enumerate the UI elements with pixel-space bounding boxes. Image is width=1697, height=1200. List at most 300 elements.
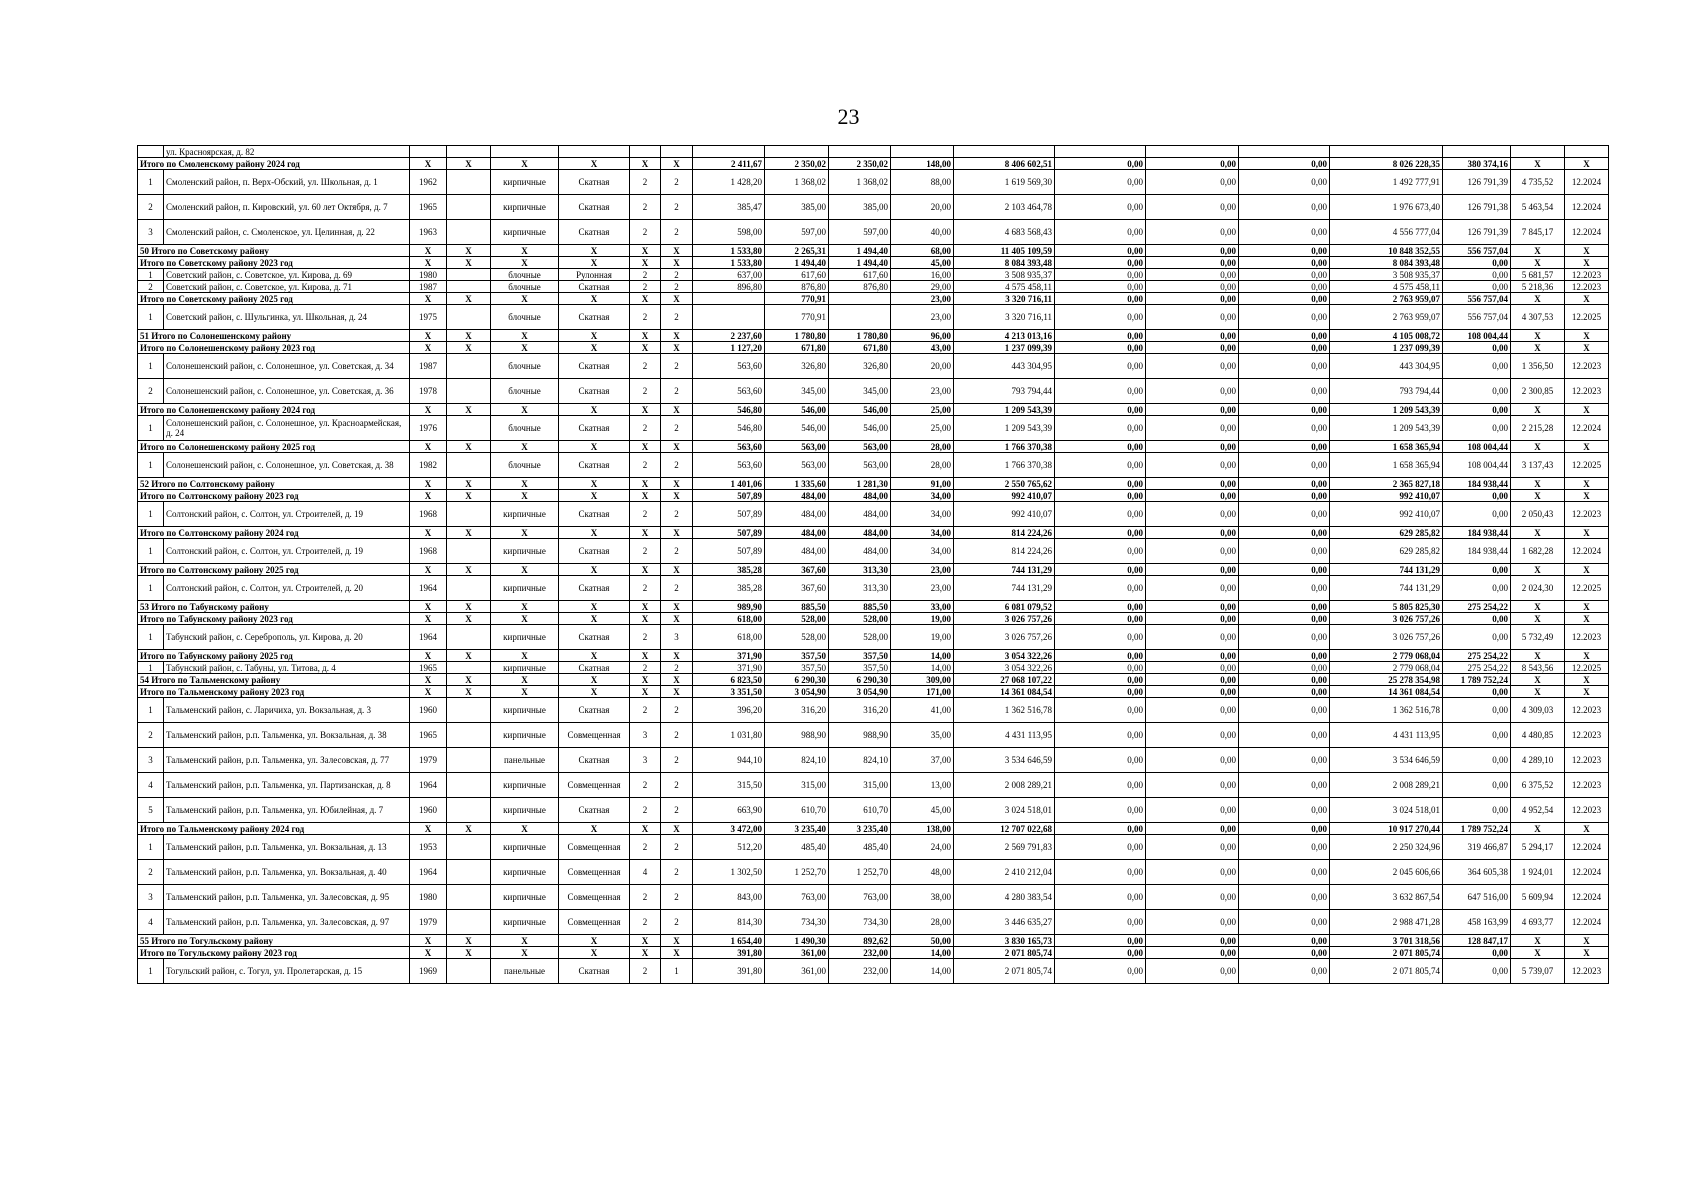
table-cell: 617,60 <box>765 269 829 281</box>
table-cell: 0,00 <box>1146 947 1239 959</box>
table-cell: 2 <box>661 910 693 935</box>
table-cell: 0,00 <box>1239 269 1330 281</box>
table-cell: X <box>410 158 447 170</box>
table-cell: 546,80 <box>693 404 765 416</box>
table-cell: X <box>410 935 447 947</box>
table-cell: 988,90 <box>829 723 891 748</box>
table-cell: 0,00 <box>1146 354 1239 379</box>
table-cell: 6 823,50 <box>693 674 765 686</box>
table-row <box>138 269 1609 281</box>
table-cell <box>829 305 891 330</box>
table-cell: 0,00 <box>1146 404 1239 416</box>
table-cell: 7 845,17 <box>1511 220 1565 245</box>
table-row <box>138 146 1609 158</box>
table-cell: 0,00 <box>1239 441 1330 453</box>
table-cell: Совмещенная <box>559 723 630 748</box>
table-cell: 0,00 <box>1239 698 1330 723</box>
table-cell: 0,00 <box>1055 650 1146 662</box>
row-number-cell <box>138 146 164 158</box>
table-cell: 0,00 <box>1146 698 1239 723</box>
table-cell: X <box>630 564 661 576</box>
table-cell: X <box>1511 342 1565 354</box>
table-cell: Скатная <box>559 959 630 984</box>
table-cell: 763,00 <box>765 885 829 910</box>
table-cell: 275 254,22 <box>1443 650 1511 662</box>
table-cell: 0,00 <box>1055 613 1146 625</box>
table-cell: X <box>410 490 447 502</box>
total-row <box>138 342 1609 354</box>
row-number-cell: 5 <box>138 798 164 823</box>
table-cell: 1 490,30 <box>765 935 829 947</box>
table-cell <box>447 773 491 798</box>
row-number-cell: 1 <box>138 416 164 441</box>
table-cell: 8 084 393,48 <box>954 257 1055 269</box>
row-number-cell: 1 <box>138 576 164 601</box>
table-cell: 0,00 <box>1239 404 1330 416</box>
table-cell: 507,89 <box>693 502 765 527</box>
table-cell: 1 780,80 <box>829 330 891 342</box>
table-cell: X <box>661 823 693 835</box>
table-cell: 2 <box>630 502 661 527</box>
total-row <box>138 650 1609 662</box>
table-cell: 138,00 <box>891 823 954 835</box>
table-cell: X <box>559 947 630 959</box>
table-cell: 12.2023 <box>1565 959 1609 984</box>
table-cell: X <box>1511 527 1565 539</box>
table-cell: 0,00 <box>1146 798 1239 823</box>
table-cell: 2 <box>630 195 661 220</box>
table-cell: блочные <box>491 416 559 441</box>
table-cell: 28,00 <box>891 453 954 478</box>
table-cell: 0,00 <box>1146 601 1239 613</box>
row-number-cell: 2 <box>138 281 164 293</box>
table-cell: 1 654,40 <box>693 935 765 947</box>
table-cell: Скатная <box>559 220 630 245</box>
table-cell: 3 054 322,26 <box>954 662 1055 674</box>
table-cell: 171,00 <box>891 686 954 698</box>
table-cell: 992 410,07 <box>1330 502 1443 527</box>
table-cell: 34,00 <box>891 527 954 539</box>
table-cell: 0,00 <box>1239 723 1330 748</box>
table-row <box>138 502 1609 527</box>
table-cell: 2 <box>661 723 693 748</box>
table-cell: 0,00 <box>1239 158 1330 170</box>
table-cell: 45,00 <box>891 257 954 269</box>
table-cell: 2 <box>630 625 661 650</box>
table-cell: 1 368,02 <box>765 170 829 195</box>
table-cell: 0,00 <box>1239 195 1330 220</box>
table-cell: 507,89 <box>693 539 765 564</box>
table-cell: 4 289,10 <box>1511 748 1565 773</box>
table-cell: 184 938,44 <box>1443 478 1511 490</box>
table-cell: 2 365 827,18 <box>1330 478 1443 490</box>
address-cell: Солтонский район, с. Солтон, ул. Строителей, д. 20 <box>164 576 410 601</box>
table-cell: 45,00 <box>891 798 954 823</box>
table-cell: X <box>661 158 693 170</box>
table-cell: 23,00 <box>891 305 954 330</box>
table-cell: X <box>491 257 559 269</box>
table-cell: 3 <box>630 748 661 773</box>
table-cell: 367,60 <box>765 576 829 601</box>
table-cell: 0,00 <box>1239 342 1330 354</box>
table-cell: кирпичные <box>491 220 559 245</box>
row-number-cell: 2 <box>138 860 164 885</box>
table-cell: кирпичные <box>491 195 559 220</box>
table-cell: 0,00 <box>1239 773 1330 798</box>
total-row <box>138 293 1609 305</box>
table-cell: X <box>447 478 491 490</box>
table-cell: X <box>491 823 559 835</box>
table-cell: 19,00 <box>891 625 954 650</box>
table-cell <box>447 269 491 281</box>
table-cell: 0,00 <box>1443 613 1511 625</box>
table-cell: 0,00 <box>1146 674 1239 686</box>
table-cell: 2 024,30 <box>1511 576 1565 601</box>
table-cell: 1 <box>661 959 693 984</box>
table-cell: Совмещенная <box>559 885 630 910</box>
table-cell: 484,00 <box>765 490 829 502</box>
table-cell: 8 543,56 <box>1511 662 1565 674</box>
table-cell: X <box>630 674 661 686</box>
table-cell: 0,00 <box>1239 823 1330 835</box>
table-cell: 12.2023 <box>1565 723 1609 748</box>
table-cell: 0,00 <box>1239 613 1330 625</box>
row-number-cell: 4 <box>138 910 164 935</box>
table-cell: 1964 <box>410 860 447 885</box>
table-cell: 484,00 <box>829 490 891 502</box>
table-cell: 0,00 <box>1146 220 1239 245</box>
table-cell: 5 463,54 <box>1511 195 1565 220</box>
table-cell: 12 707 022,68 <box>954 823 1055 835</box>
table-cell: 597,00 <box>829 220 891 245</box>
table-cell: 1978 <box>410 379 447 404</box>
table-cell: 3 320 716,11 <box>954 293 1055 305</box>
table-cell: 484,00 <box>765 502 829 527</box>
table-cell: 3 054,90 <box>765 686 829 698</box>
address-cell: Смоленский район, с. Смоленское, ул. Целинная, д. 22 <box>164 220 410 245</box>
table-cell: 1 237 099,39 <box>954 342 1055 354</box>
table-cell: 1 533,80 <box>693 257 765 269</box>
row-number-cell: 2 <box>138 195 164 220</box>
table-cell: 13,00 <box>891 773 954 798</box>
table-row <box>138 379 1609 404</box>
table-cell: 3 137,43 <box>1511 453 1565 478</box>
table-cell: 2 988 471,28 <box>1330 910 1443 935</box>
table-cell: X <box>1565 935 1609 947</box>
table-cell: 10 917 270,44 <box>1330 823 1443 835</box>
table-row <box>138 220 1609 245</box>
table-cell: 610,70 <box>829 798 891 823</box>
table-cell: X <box>661 245 693 257</box>
table-cell: X <box>1511 245 1565 257</box>
table-cell: 12.2025 <box>1565 453 1609 478</box>
table-cell: 148,00 <box>891 158 954 170</box>
table-cell: 5 739,07 <box>1511 959 1565 984</box>
table-cell: 2 <box>661 416 693 441</box>
table-cell: 2 <box>661 885 693 910</box>
table-cell: 8 406 602,51 <box>954 158 1055 170</box>
table-cell: 364 605,38 <box>1443 860 1511 885</box>
address-cell: Табунский район, с. Табуны, ул. Титова, д. 4 <box>164 662 410 674</box>
table-cell: 357,50 <box>765 662 829 674</box>
table-cell: 989,90 <box>693 601 765 613</box>
table-cell: 618,00 <box>693 625 765 650</box>
table-cell: 563,00 <box>765 453 829 478</box>
total-label: Итого по Солонешенскому району 2024 год <box>138 404 410 416</box>
table-cell: 992 410,07 <box>954 502 1055 527</box>
table-row <box>138 305 1609 330</box>
table-cell: X <box>1565 650 1609 662</box>
table-cell: 3 235,40 <box>829 823 891 835</box>
table-cell: X <box>1511 158 1565 170</box>
table-cell: 1 658 365,94 <box>1330 453 1443 478</box>
table-cell: 1 368,02 <box>829 170 891 195</box>
table-cell: X <box>1511 490 1565 502</box>
table-cell <box>693 305 765 330</box>
table-cell: 0,00 <box>1146 453 1239 478</box>
table-cell: 744 131,29 <box>954 576 1055 601</box>
table-cell: 1 766 370,38 <box>954 441 1055 453</box>
table-cell: 12.2024 <box>1565 860 1609 885</box>
total-label: Итого по Табунскому району 2023 год <box>138 613 410 625</box>
table-cell: 1 031,80 <box>693 723 765 748</box>
table-cell: 4 307,53 <box>1511 305 1565 330</box>
table-cell: 0,00 <box>1146 935 1239 947</box>
table-cell: X <box>1565 330 1609 342</box>
table-cell: 0,00 <box>1055 342 1146 354</box>
row-number-cell: 1 <box>138 698 164 723</box>
table-cell: 2 <box>630 576 661 601</box>
table-cell: кирпичные <box>491 625 559 650</box>
table-cell: 8 084 393,48 <box>1330 257 1443 269</box>
table-cell: 2 <box>661 773 693 798</box>
table-cell: 610,70 <box>765 798 829 823</box>
table-cell: X <box>661 330 693 342</box>
table-cell: 1 335,60 <box>765 478 829 490</box>
table-cell: X <box>1565 564 1609 576</box>
table-cell <box>447 798 491 823</box>
table-cell: 546,80 <box>693 416 765 441</box>
table-cell: 3 320 716,11 <box>954 305 1055 330</box>
table-row <box>138 281 1609 293</box>
table-cell: 0,00 <box>1146 502 1239 527</box>
table-cell: X <box>1511 478 1565 490</box>
table-cell: X <box>661 601 693 613</box>
table-cell: 0,00 <box>1055 576 1146 601</box>
table-cell: 50,00 <box>891 935 954 947</box>
table-cell: 892,62 <box>829 935 891 947</box>
table-cell: 0,00 <box>1055 170 1146 195</box>
table-cell: 24,00 <box>891 835 954 860</box>
table-cell <box>1330 146 1443 158</box>
table-cell: Совмещенная <box>559 773 630 798</box>
address-cell: Тальменский район, р.п. Тальменка, ул. Партизанская, д. 8 <box>164 773 410 798</box>
table-cell: 29,00 <box>891 281 954 293</box>
table-cell: 184 938,44 <box>1443 539 1511 564</box>
table-cell: 2 779 068,04 <box>1330 650 1443 662</box>
table-cell: 1960 <box>410 798 447 823</box>
table-cell: 814 224,26 <box>954 527 1055 539</box>
table-cell: 0,00 <box>1055 935 1146 947</box>
table-cell: X <box>491 564 559 576</box>
table-cell: Скатная <box>559 502 630 527</box>
table-cell: 0,00 <box>1146 170 1239 195</box>
table-cell: 2 <box>661 539 693 564</box>
table-cell: 1 428,20 <box>693 170 765 195</box>
table-cell: X <box>491 613 559 625</box>
table-cell: блочные <box>491 379 559 404</box>
table-cell: 2 <box>661 576 693 601</box>
table-cell: 1962 <box>410 170 447 195</box>
table-cell: X <box>661 490 693 502</box>
table-cell: 2 071 805,74 <box>954 959 1055 984</box>
table-cell: 0,00 <box>1146 576 1239 601</box>
table-cell: 12.2023 <box>1565 269 1609 281</box>
table-cell: 4 280 383,54 <box>954 885 1055 910</box>
table-cell: 1 533,80 <box>693 245 765 257</box>
table-cell: X <box>559 330 630 342</box>
table-cell: 367,60 <box>765 564 829 576</box>
table-cell: 0,00 <box>1055 564 1146 576</box>
table-cell: 184 938,44 <box>1443 527 1511 539</box>
table-cell: X <box>1565 245 1609 257</box>
table-cell: 1 401,06 <box>693 478 765 490</box>
table-cell: 0,00 <box>1146 269 1239 281</box>
table-cell: 16,00 <box>891 269 954 281</box>
table-cell: 19,00 <box>891 613 954 625</box>
table-cell: X <box>630 293 661 305</box>
table-cell <box>693 293 765 305</box>
table-cell: 1 302,50 <box>693 860 765 885</box>
total-label: 54 Итого по Тальменскому району <box>138 674 410 686</box>
total-row <box>138 674 1609 686</box>
table-cell: 275 254,22 <box>1443 662 1511 674</box>
table-cell: X <box>1511 404 1565 416</box>
table-cell: X <box>1565 257 1609 269</box>
table-cell: 0,00 <box>1055 885 1146 910</box>
table-cell <box>829 146 891 158</box>
table-cell: 4 735,52 <box>1511 170 1565 195</box>
table-cell: X <box>559 404 630 416</box>
total-label: Итого по Тогульскому району 2023 год <box>138 947 410 959</box>
table-cell <box>447 910 491 935</box>
table-cell: X <box>491 601 559 613</box>
table-cell: X <box>491 674 559 686</box>
table-cell: 361,00 <box>765 959 829 984</box>
table-cell: 12.2023 <box>1565 281 1609 293</box>
table-cell: 885,50 <box>765 601 829 613</box>
row-number-cell: 4 <box>138 773 164 798</box>
table-cell: 0,00 <box>1055 245 1146 257</box>
table-cell: 6 290,30 <box>765 674 829 686</box>
table-cell: 27 068 107,22 <box>954 674 1055 686</box>
table-cell: 128 847,17 <box>1443 935 1511 947</box>
table-cell: 0,00 <box>1055 354 1146 379</box>
table-cell: 5 218,36 <box>1511 281 1565 293</box>
table-cell: X <box>559 650 630 662</box>
table-cell: 2 <box>661 281 693 293</box>
table-cell: 507,89 <box>693 527 765 539</box>
table-cell: 2 <box>630 269 661 281</box>
table-cell: 0,00 <box>1239 527 1330 539</box>
table-row <box>138 416 1609 441</box>
table-cell: X <box>1511 293 1565 305</box>
table-cell: 3 054 322,26 <box>954 650 1055 662</box>
row-number-cell: 3 <box>138 748 164 773</box>
total-label: Итого по Солтонскому району 2025 год <box>138 564 410 576</box>
table-cell: 3 026 757,26 <box>954 613 1055 625</box>
table-cell: X <box>1565 947 1609 959</box>
table-cell: 3 026 757,26 <box>954 625 1055 650</box>
total-row <box>138 245 1609 257</box>
table-cell: 12.2023 <box>1565 379 1609 404</box>
table-cell: 0,00 <box>1146 158 1239 170</box>
row-number-cell: 2 <box>138 723 164 748</box>
total-label: Итого по Солтонскому району 2024 год <box>138 527 410 539</box>
table-cell: 3 534 646,59 <box>1330 748 1443 773</box>
table-cell: 988,90 <box>765 723 829 748</box>
table-cell: 10 848 352,55 <box>1330 245 1443 257</box>
table-cell <box>1055 146 1146 158</box>
table-cell: X <box>661 650 693 662</box>
table-cell: 0,00 <box>1239 293 1330 305</box>
table-cell: 0,00 <box>1239 379 1330 404</box>
table-cell: 3 508 935,37 <box>1330 269 1443 281</box>
table-cell: X <box>1511 441 1565 453</box>
total-row <box>138 601 1609 613</box>
table-cell: X <box>491 441 559 453</box>
table-cell <box>559 146 630 158</box>
table-cell: 2 <box>661 305 693 330</box>
table-cell: 0,00 <box>1443 723 1511 748</box>
table-cell: X <box>447 490 491 502</box>
table-cell: 275 254,22 <box>1443 601 1511 613</box>
table-cell: 0,00 <box>1055 281 1146 293</box>
table-cell <box>447 453 491 478</box>
table-cell: 512,20 <box>693 835 765 860</box>
table-cell: 232,00 <box>829 959 891 984</box>
table-cell: 4 575 458,11 <box>1330 281 1443 293</box>
table-cell: Совмещенная <box>559 835 630 860</box>
table-cell: X <box>410 686 447 698</box>
total-label: 52 Итого по Солтонскому району <box>138 478 410 490</box>
table-cell: 1 362 516,78 <box>954 698 1055 723</box>
table-cell: X <box>410 650 447 662</box>
table-cell: X <box>447 674 491 686</box>
page-number: 23 <box>837 104 860 129</box>
table-cell: X <box>661 293 693 305</box>
table-row <box>138 959 1609 984</box>
table-cell: X <box>559 490 630 502</box>
table-cell: X <box>661 935 693 947</box>
table-cell: X <box>447 686 491 698</box>
table-cell: X <box>1511 330 1565 342</box>
table-cell: X <box>410 823 447 835</box>
table-cell: 0,00 <box>1146 379 1239 404</box>
table-cell: X <box>447 564 491 576</box>
table-cell: 0,00 <box>1239 564 1330 576</box>
table-cell: 12.2025 <box>1565 662 1609 674</box>
table-cell: 824,10 <box>829 748 891 773</box>
table-cell: 43,00 <box>891 342 954 354</box>
table-cell: 1 281,30 <box>829 478 891 490</box>
table-cell: 0,00 <box>1146 416 1239 441</box>
table-cell: X <box>447 158 491 170</box>
table-cell: 315,50 <box>693 773 765 798</box>
table-cell: 528,00 <box>765 625 829 650</box>
table-cell: X <box>559 293 630 305</box>
table-cell: 0,00 <box>1055 773 1146 798</box>
